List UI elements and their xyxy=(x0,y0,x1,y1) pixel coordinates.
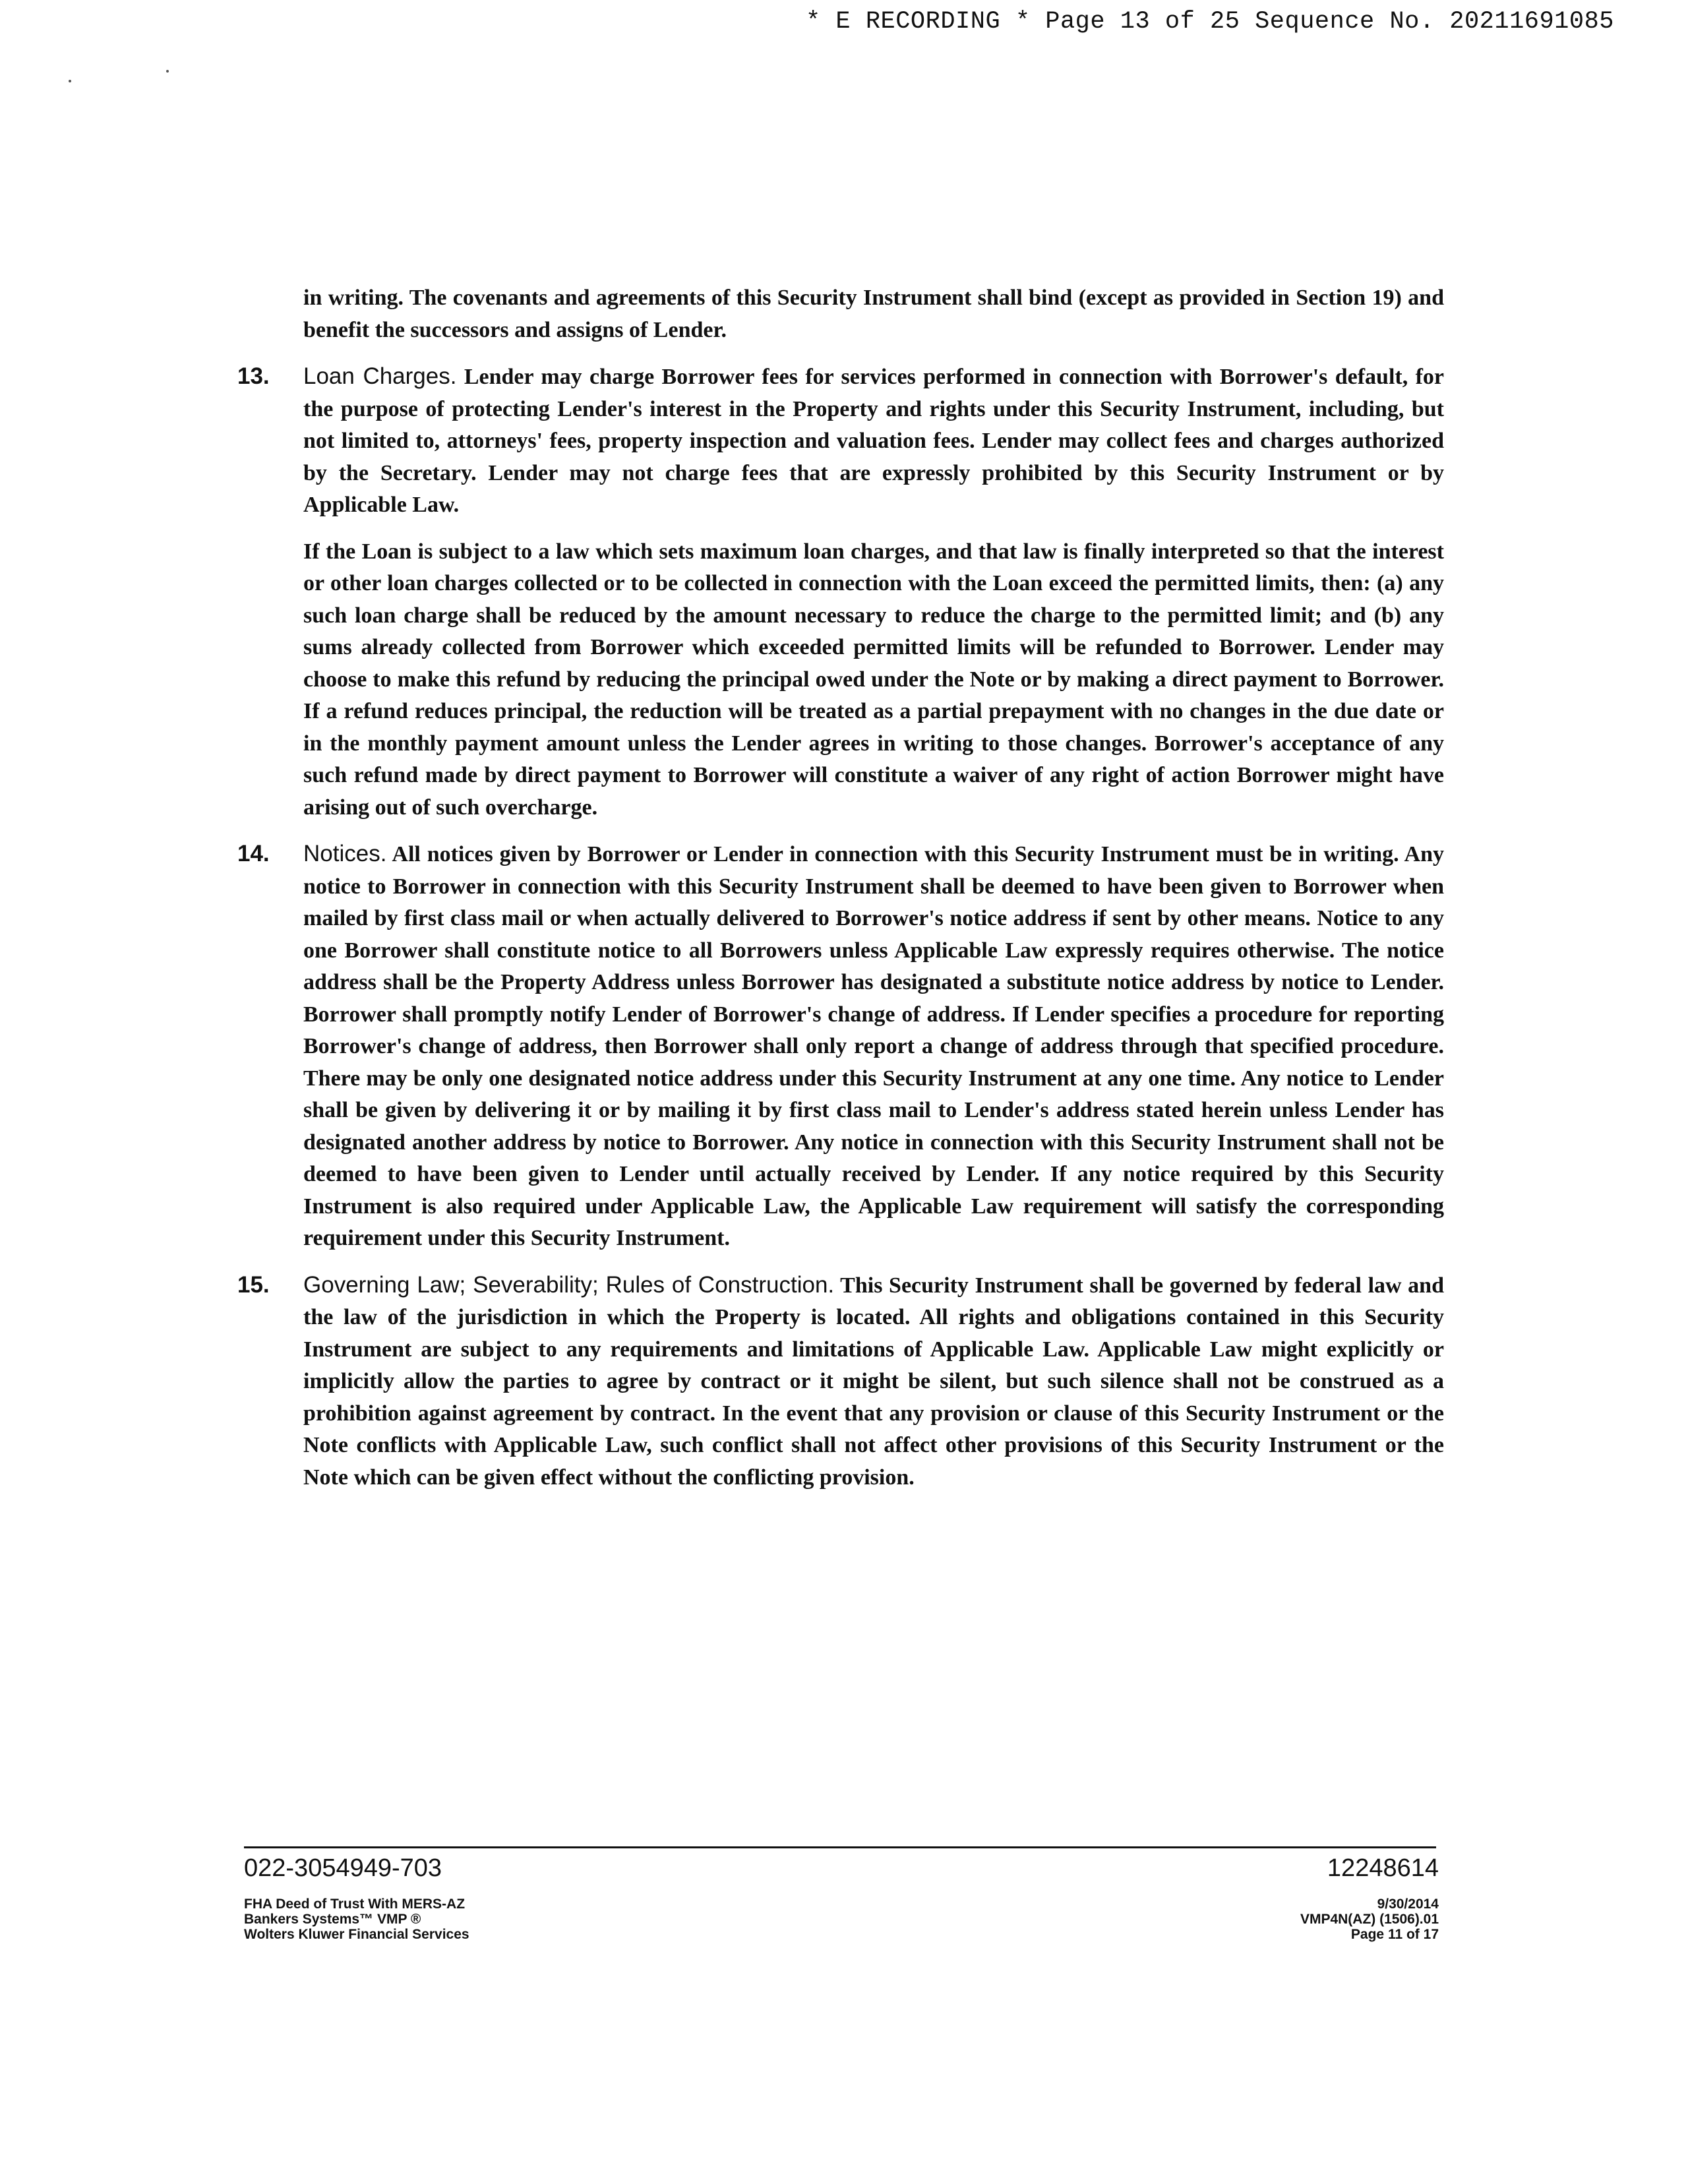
scan-speck xyxy=(69,80,71,82)
section-paragraph: If the Loan is subject to a law which sets maximum loan charges, and that law is finally interpreted so that the interest or other loan charges collected or to be collected in connection with the Loan exceed the permitted limits, then: (a) any such loan charge shall be reduced by the amount necessary to reduce the charge to the permitted limit; and (b) any sums already collected from Borrower which exceeded permitted limits will be refunded to Borrower. Lender may choose to make this refund by reducing the principal owed under the Note or by making a direct payment to Borrower. If a refund reduces principal, the reduction will be treated as a partial prepayment with no changes in the due date or in the monthly payment amount unless the Lender agrees in writing to those changes. Borrower's acceptance of any such refund made by direct payment to Borrower will constitute a waiver of any right of action Borrower might have arising out of such overcharge. xyxy=(303,539,1444,820)
section-title: Loan Charges. xyxy=(303,363,457,389)
page-indicator: Page 11 of 17 xyxy=(1350,1927,1439,1942)
form-meta xyxy=(1300,1896,1439,1942)
section-text: Lender may charge Borrower fees for services performed in connection with Borrower's default, for the purpose of protecting Lender's interest in the Property and rights under this Security Instrument, including, but not limited to, attorneys' fees, property inspection and valuation fees. Lender may collect fees and charges authorized by the Secretary. Lender may not charge fees that are expressly prohibited by this Security Instrument or by Applicable Law. xyxy=(303,365,1445,517)
section-number: 13. xyxy=(237,363,270,389)
section-13 xyxy=(237,361,1444,824)
loan-number: 022-3054949-703 xyxy=(244,1854,442,1882)
footer-divider xyxy=(244,1846,1436,1848)
document-body xyxy=(237,282,1444,1494)
form-info xyxy=(244,1896,469,1942)
section-text: This Security Instrument shall be governed by federal law and the law of the jurisdiction in which the Property is located. All rights and obligations contained in this Security Instrument are subject to any requirements and limitations of Applicable Law. Applicable Law might explicitly or implicitly allow the parties to agree by contract or it might be silent, but such silence shall not be construed as a prohibition against agreement by contract. In the event that any provision or clause of this Security Instrument or the Note conflicts with Applicable Law, such conflict shall not affect other provisions of this Security Instrument or the Note which can be given effect without the conflicting provision. xyxy=(303,1273,1445,1490)
continuation-paragraph: in writing. The covenants and agreements of this Security Instrument shall bind (except as provided in Section 19) and benefit the successors and assigns of Lender. xyxy=(303,286,1444,342)
section-text: All notices given by Borrower or Lender in connection with this Security Instrument must be in writing. Any notice to Borrower in connection with this Security Instrument shall be deemed to have been given to Borrower when mailed by first class mail or when actually delivered to Borrower's notice address if sent by other means. Notice to any one Borrower shall constitute notice to all Borrowers unless Applicable Law expressly requires otherwise. The notice address shall be the Property Address unless Borrower has designated a substitute notice address by notice to Lender. Borrower shall promptly notify Lender of Borrower's change of address. If Lender specifies a procedure for reporting Borrower's change of address, then Borrower shall only report a change of address through that specified procedure. There may be only one designated notice address under this Security Instrument at any one time. Any notice to Lender shall be given by delivering it or by mailing it by first class mail to Lender's address stated herein unless Lender has designated another address by notice to Borrower. Any notice in connection with this Security Instrument shall not be deemed to have been given to Lender until actually received by Lender. If any notice required by this Security Instrument is also required under Applicable Law, the Applicable Law requirement will satisfy the corresponding requirement under this Security Instrument. xyxy=(303,842,1444,1250)
recording-header: * E RECORDING * Page 13 of 25 Sequence No. 20211691085 xyxy=(806,8,1614,36)
section-title: Governing Law; Severability; Rules of Construction. xyxy=(303,1271,835,1298)
vendor-line: Bankers Systems™ VMP ® xyxy=(244,1912,421,1927)
form-date: 9/30/2014 xyxy=(1377,1896,1439,1912)
section-15 xyxy=(237,1269,1444,1494)
form-title: FHA Deed of Trust With MERS-AZ xyxy=(244,1896,466,1912)
document-number: 12248614 xyxy=(1327,1854,1439,1882)
section-number: 15. xyxy=(237,1271,270,1298)
section-title: Notices. xyxy=(303,841,387,866)
form-code: VMP4N(AZ) (1506).01 xyxy=(1300,1912,1439,1927)
section-number: 14. xyxy=(237,841,270,866)
scan-speck xyxy=(166,70,169,73)
company-name: Wolters Kluwer Financial Services xyxy=(244,1927,469,1942)
section-14 xyxy=(237,838,1444,1255)
